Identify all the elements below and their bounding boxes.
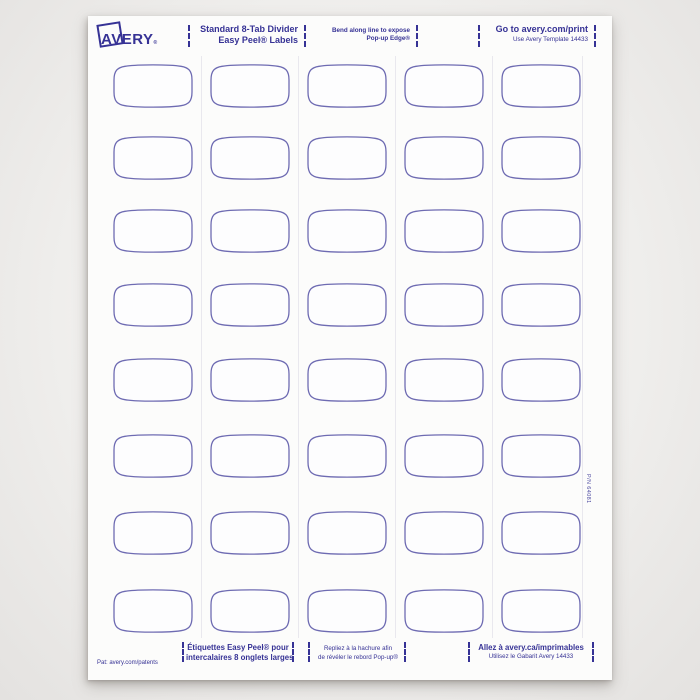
fold-dash-mark bbox=[182, 642, 184, 662]
product-title-line2: Easy Peel® Labels bbox=[218, 35, 298, 45]
tab-label-shape bbox=[403, 356, 485, 404]
french-template-line2: Utilisez le Gabarit Avery 14433 bbox=[488, 653, 574, 660]
fold-dash-mark bbox=[308, 642, 310, 662]
tab-label-shape bbox=[403, 587, 485, 635]
tab-label-shape bbox=[306, 207, 388, 255]
template-url-line: Go to avery.com/print bbox=[495, 24, 588, 34]
tab-label-shape bbox=[306, 62, 388, 110]
tab-label-shape bbox=[500, 432, 582, 480]
french-template-line1: Allez à avery.ca/imprimables bbox=[478, 643, 584, 652]
tab-label-shape bbox=[112, 432, 194, 480]
tab-label-shape bbox=[403, 509, 485, 557]
footer-french-product-block bbox=[186, 643, 294, 663]
tab-label-shape bbox=[500, 62, 582, 110]
label-grid bbox=[88, 16, 612, 680]
registered-trademark-icon: ® bbox=[153, 40, 158, 46]
tab-label-shape bbox=[500, 509, 582, 557]
tab-label-shape bbox=[500, 134, 582, 182]
french-product-line2: intercalaires 8 onglets larges bbox=[186, 653, 294, 662]
part-number-vertical-text: P/N 64081 bbox=[585, 474, 591, 504]
tab-label-shape bbox=[209, 432, 291, 480]
template-number-line: Use Avery Template 14433 bbox=[512, 36, 588, 43]
tab-label-shape bbox=[306, 356, 388, 404]
tab-label-shape bbox=[209, 134, 291, 182]
tab-label-shape bbox=[209, 509, 291, 557]
tab-label-shape bbox=[209, 587, 291, 635]
tab-label-shape bbox=[306, 281, 388, 329]
product-title-line1: Standard 8-Tab Divider bbox=[200, 24, 298, 34]
tab-label-shape bbox=[112, 207, 194, 255]
tab-label-shape bbox=[112, 134, 194, 182]
tab-label-shape bbox=[403, 281, 485, 329]
fold-dash-mark bbox=[404, 642, 406, 662]
tab-label-shape bbox=[500, 356, 582, 404]
patent-notice: Pat: avery.com/patents bbox=[97, 660, 158, 666]
tab-label-shape bbox=[209, 281, 291, 329]
tab-label-shape bbox=[500, 587, 582, 635]
tab-label-shape bbox=[112, 281, 194, 329]
tab-label-shape bbox=[112, 356, 194, 404]
footer-french-template-block bbox=[474, 643, 588, 662]
tab-label-shape bbox=[500, 207, 582, 255]
bend-instruction-line1: Bend along line to expose bbox=[331, 27, 410, 34]
french-bend-line1: Repliez à la hachure afin bbox=[323, 645, 393, 652]
tab-label-shape bbox=[403, 207, 485, 255]
tab-label-shape bbox=[306, 432, 388, 480]
fold-dash-mark bbox=[468, 642, 470, 662]
tab-label-shape bbox=[112, 509, 194, 557]
bend-instruction-line2: Pop-up Edge® bbox=[366, 35, 410, 42]
tab-label-shape bbox=[403, 134, 485, 182]
fold-dash-mark bbox=[592, 642, 594, 662]
tab-label-shape bbox=[112, 62, 194, 110]
french-bend-line2: de révéler le rebord Pop-up® bbox=[318, 653, 398, 661]
tab-label-shape bbox=[209, 207, 291, 255]
footer-french-bend-block bbox=[314, 645, 402, 662]
tab-label-shape bbox=[209, 62, 291, 110]
label-sheet bbox=[88, 16, 612, 680]
tab-label-shape bbox=[306, 134, 388, 182]
french-product-line1: Étiquettes Easy Peel® pour bbox=[187, 643, 289, 652]
fold-dash-mark bbox=[292, 642, 294, 662]
tab-label-shape bbox=[403, 432, 485, 480]
tab-label-shape bbox=[500, 281, 582, 329]
tab-label-shape bbox=[306, 587, 388, 635]
tab-label-shape bbox=[112, 587, 194, 635]
tab-label-shape bbox=[306, 509, 388, 557]
tab-label-shape bbox=[403, 62, 485, 110]
avery-logo-text: AVERY bbox=[101, 31, 154, 48]
tab-label-shape bbox=[209, 356, 291, 404]
